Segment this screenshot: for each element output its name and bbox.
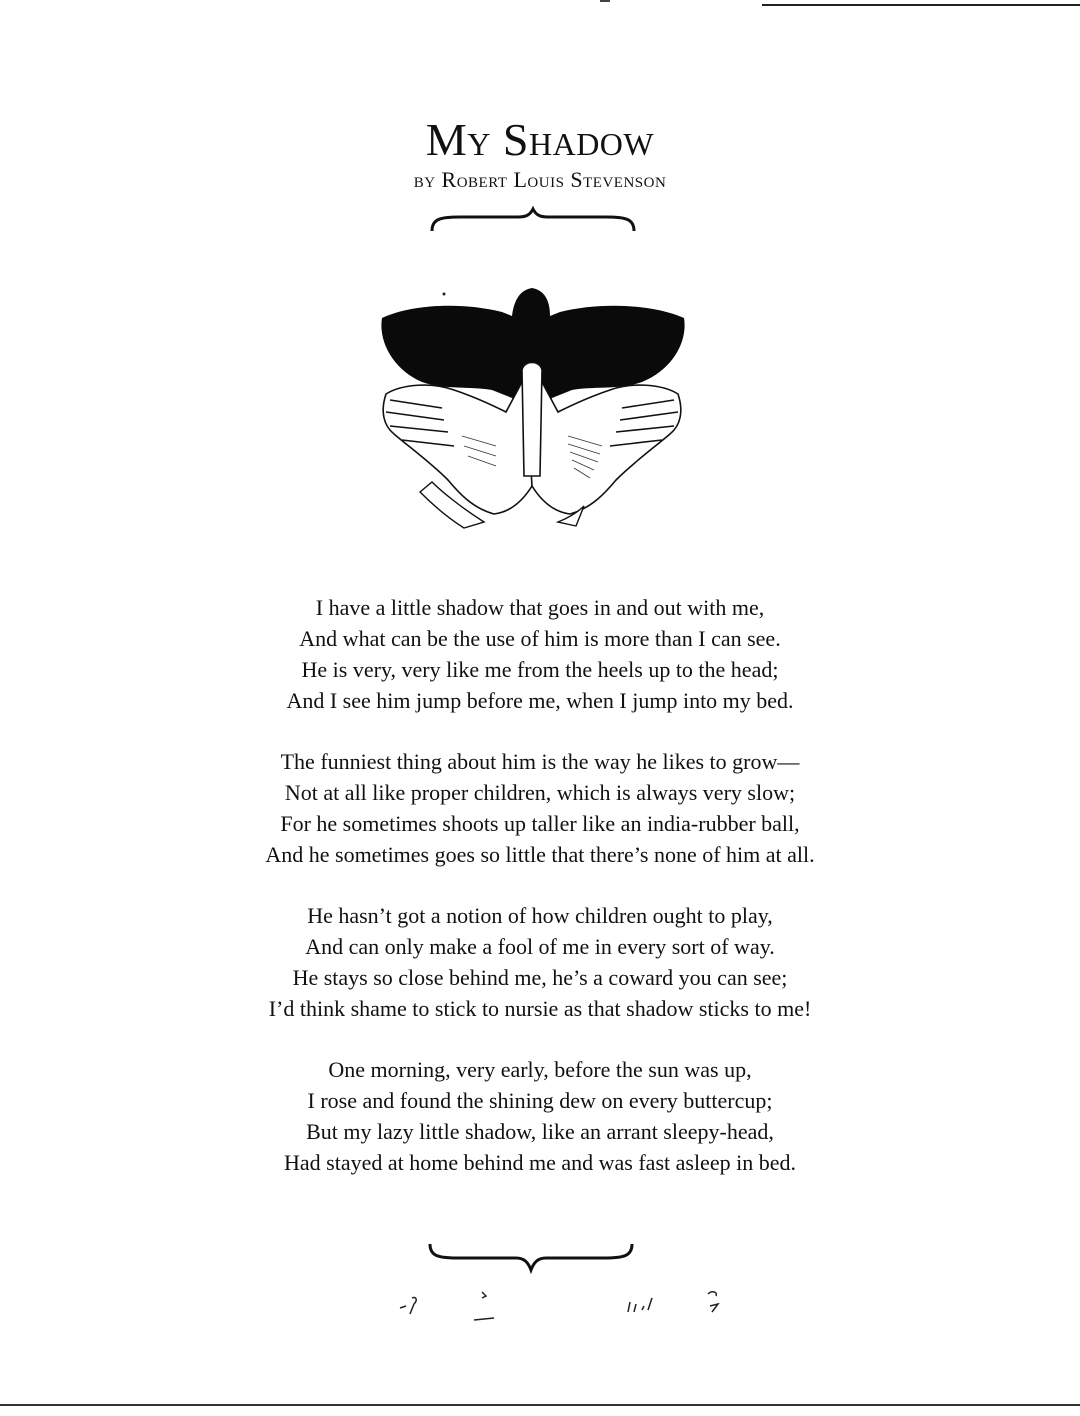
poem-line: He stays so close behind me, he’s a coward you can see; <box>292 965 788 990</box>
scan-bottom-rule <box>0 1404 1080 1406</box>
scan-top-rule <box>762 4 1080 6</box>
poem-line: And he sometimes goes so little that there’s none of him at all. <box>265 842 815 867</box>
poem-line: And I see him jump before me, when I jump into my bed. <box>286 688 794 713</box>
bottom-brace-ornament <box>428 1240 634 1274</box>
poem-line: He is very, very like me from the heels up to the head; <box>301 657 779 682</box>
poem-title: My Shadow <box>425 114 655 165</box>
poem-line: I’d think shame to stick to nursie as that shadow sticks to me! <box>268 996 812 1021</box>
top-brace-ornament <box>430 205 636 235</box>
poem-line: The funniest thing about him is the way he likes to grow— <box>280 749 800 774</box>
poem-line: And what can be the use of him is more than I can see. <box>299 626 781 651</box>
poem-body <box>0 592 1080 1208</box>
hand-shadow-bird-icon <box>372 286 692 531</box>
stanza-1 <box>0 592 1080 716</box>
stanza-3 <box>0 900 1080 1024</box>
poem-line: I rose and found the shining dew on every buttercup; <box>307 1088 773 1113</box>
scan-artifact-marks <box>390 1284 740 1324</box>
poem-line: One morning, very early, before the sun was up, <box>328 1057 752 1082</box>
poem-line: And can only make a fool of me in every sort of way. <box>305 934 775 959</box>
poem-byline: by Robert Louis Stevenson <box>413 167 667 192</box>
poem-line: He hasn’t got a notion of how children ought to play, <box>307 903 773 928</box>
scan-top-tick <box>600 0 610 2</box>
poem-line: But my lazy little shadow, like an arrant sleepy-head, <box>306 1119 774 1144</box>
poem-line: Not at all like proper children, which is always very slow; <box>284 780 796 805</box>
poem-line: I have a little shadow that goes in and out with me, <box>315 595 765 620</box>
stanza-2 <box>0 746 1080 870</box>
stanza-4 <box>0 1054 1080 1178</box>
poem-line: Had stayed at home behind me and was fast asleep in bed. <box>284 1150 796 1175</box>
poem-line: For he sometimes shoots up taller like an india-rubber ball, <box>280 811 800 836</box>
